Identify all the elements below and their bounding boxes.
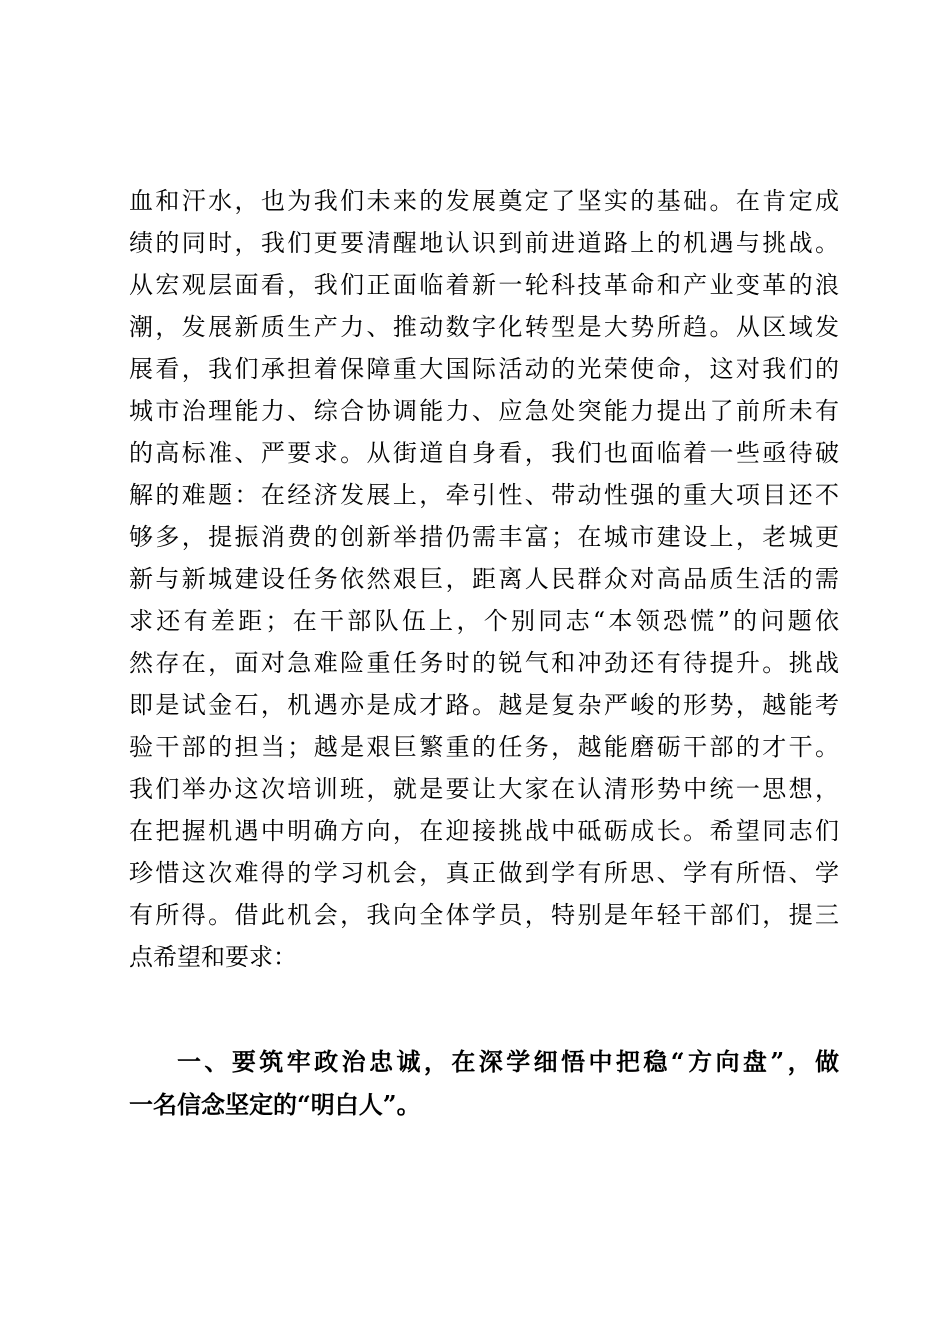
paragraph-line: 从宏观层面看，我们正面临着新一轮科技革命和产业变革的浪 <box>129 271 842 299</box>
paragraph-line: 在把握机遇中明确方向，在迎接挑战中砥砺成长。希望同志们 <box>129 817 842 845</box>
paragraph-line: 点希望和要求： <box>129 943 297 971</box>
paragraph-line: 绩的同时，我们更要清醒地认识到前进道路上的机遇与挑战。 <box>129 229 842 257</box>
paragraph-line: 潮，发展新质生产力、推动数字化转型是大势所趋。从区域发 <box>129 313 842 341</box>
paragraph-line: 的高标准、严要求。从街道自身看，我们也面临着一些亟待破 <box>129 439 842 467</box>
paragraph-line: 新与新城建设任务依然艰巨，距离人民群众对高品质生活的需 <box>129 565 842 593</box>
paragraph-line: 够多，提振消费的创新举措仍需丰富；在城市建设上，老城更 <box>129 523 842 551</box>
paragraph-line: 血和汗水，也为我们未来的发展奠定了坚实的基础。在肯定成 <box>129 187 842 215</box>
paragraph-line: 有所得。借此机会，我向全体学员，特别是年轻干部们，提三 <box>129 901 842 929</box>
paragraph-line: 验干部的担当；越是艰巨繁重的任务，越能磨砺干部的才干。 <box>129 733 842 761</box>
paragraph-line: 然存在，面对急难险重任务时的锐气和冲劲还有待提升。挑战 <box>129 649 842 677</box>
paragraph-line: 珍惜这次难得的学习机会，真正做到学有所思、学有所悟、学 <box>129 859 842 887</box>
paragraph-line: 展看，我们承担着保障重大国际活动的光荣使命，这对我们的 <box>129 355 842 383</box>
paragraph-line: 我们举办这次培训班，就是要让大家在认清形势中统一思想， <box>129 775 842 803</box>
paragraph-line: 求还有差距；在干部队伍上，个别同志“本领恐慌”的问题依 <box>129 607 843 635</box>
heading-line: 一名信念坚定的“明白人”。 <box>129 1090 421 1119</box>
section-heading <box>129 1040 843 1126</box>
paragraph-line: 即是试金石，机遇亦是成才路。越是复杂严峻的形势，越能考 <box>129 691 842 719</box>
body-paragraph <box>129 180 843 978</box>
paragraph-line: 城市治理能力、综合协调能力、应急处突能力提出了前所未有 <box>129 397 842 425</box>
heading-line: 一、要筑牢政治忠诚，在深学细悟中把稳“方向盘”，做 <box>177 1047 843 1076</box>
paragraph-line: 解的难题：在经济发展上，牵引性、带动性强的重大项目还不 <box>129 481 842 509</box>
